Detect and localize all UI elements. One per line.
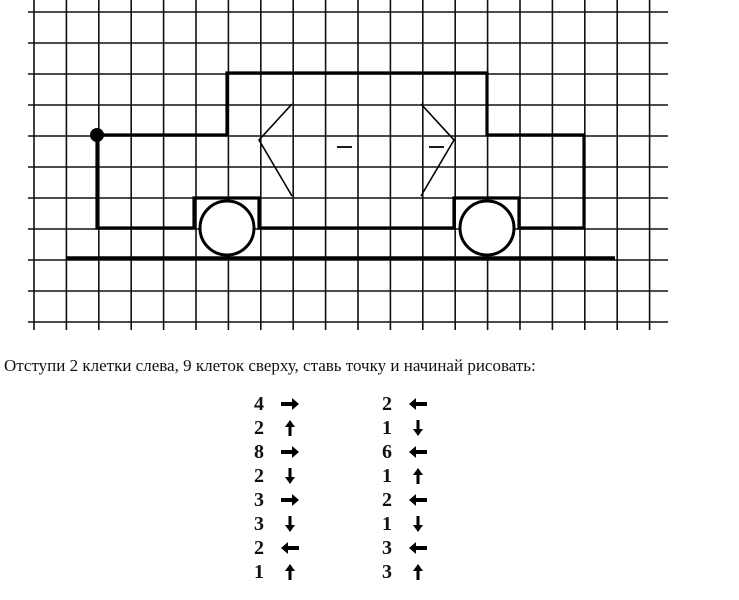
step-row <box>248 536 310 560</box>
arrow-right-icon <box>270 394 310 414</box>
arrow-left-icon <box>398 490 438 510</box>
step-row <box>248 440 310 464</box>
arrow-up-icon <box>270 562 310 582</box>
step-count: 1 <box>382 512 392 535</box>
step-count: 3 <box>254 512 264 535</box>
start-dot <box>90 128 104 142</box>
step-row <box>376 440 438 464</box>
step-row <box>376 536 438 560</box>
instruction-text: Отступи 2 клетки слева, 9 клеток сверху, ставь точку и начинай рисовать: <box>4 356 536 375</box>
step-count: 1 <box>382 464 392 487</box>
rear-window <box>421 104 454 196</box>
step-count: 8 <box>254 440 264 463</box>
rear-wheel <box>460 201 514 255</box>
front-wheel <box>200 201 254 255</box>
step-count: 3 <box>382 560 392 583</box>
step-count: 1 <box>382 416 392 439</box>
arrow-left-icon <box>398 442 438 462</box>
arrow-left-icon <box>398 394 438 414</box>
grid-lines <box>28 0 668 330</box>
step-row <box>376 560 438 584</box>
step-row <box>248 560 310 584</box>
car-outline <box>97 73 584 228</box>
step-row <box>376 392 438 416</box>
front-window <box>259 104 292 196</box>
arrow-down-icon <box>398 418 438 438</box>
step-row <box>248 488 310 512</box>
arrow-up-icon <box>398 466 438 486</box>
step-count: 2 <box>254 416 264 439</box>
step-row <box>376 488 438 512</box>
arrow-down-icon <box>270 514 310 534</box>
arrow-left-icon <box>398 538 438 558</box>
step-count: 2 <box>254 464 264 487</box>
windows <box>259 104 454 196</box>
arrow-down-icon <box>398 514 438 534</box>
arrow-up-icon <box>398 562 438 582</box>
step-count: 4 <box>254 392 264 415</box>
step-row <box>248 464 310 488</box>
arrow-down-icon <box>270 466 310 486</box>
arrow-up-icon <box>270 418 310 438</box>
step-count: 1 <box>254 560 264 583</box>
step-count: 2 <box>382 488 392 511</box>
step-count: 2 <box>254 536 264 559</box>
step-count: 3 <box>382 536 392 559</box>
step-row <box>248 512 310 536</box>
step-row <box>248 416 310 440</box>
step-row <box>376 416 438 440</box>
step-row <box>376 512 438 536</box>
step-count: 6 <box>382 440 392 463</box>
step-count: 2 <box>382 392 392 415</box>
arrow-right-icon <box>270 442 310 462</box>
steps-left-column <box>248 392 310 584</box>
steps-right-column <box>376 392 438 584</box>
step-row <box>376 464 438 488</box>
arrow-right-icon <box>270 490 310 510</box>
step-row <box>248 392 310 416</box>
arrow-left-icon <box>270 538 310 558</box>
step-count: 3 <box>254 488 264 511</box>
